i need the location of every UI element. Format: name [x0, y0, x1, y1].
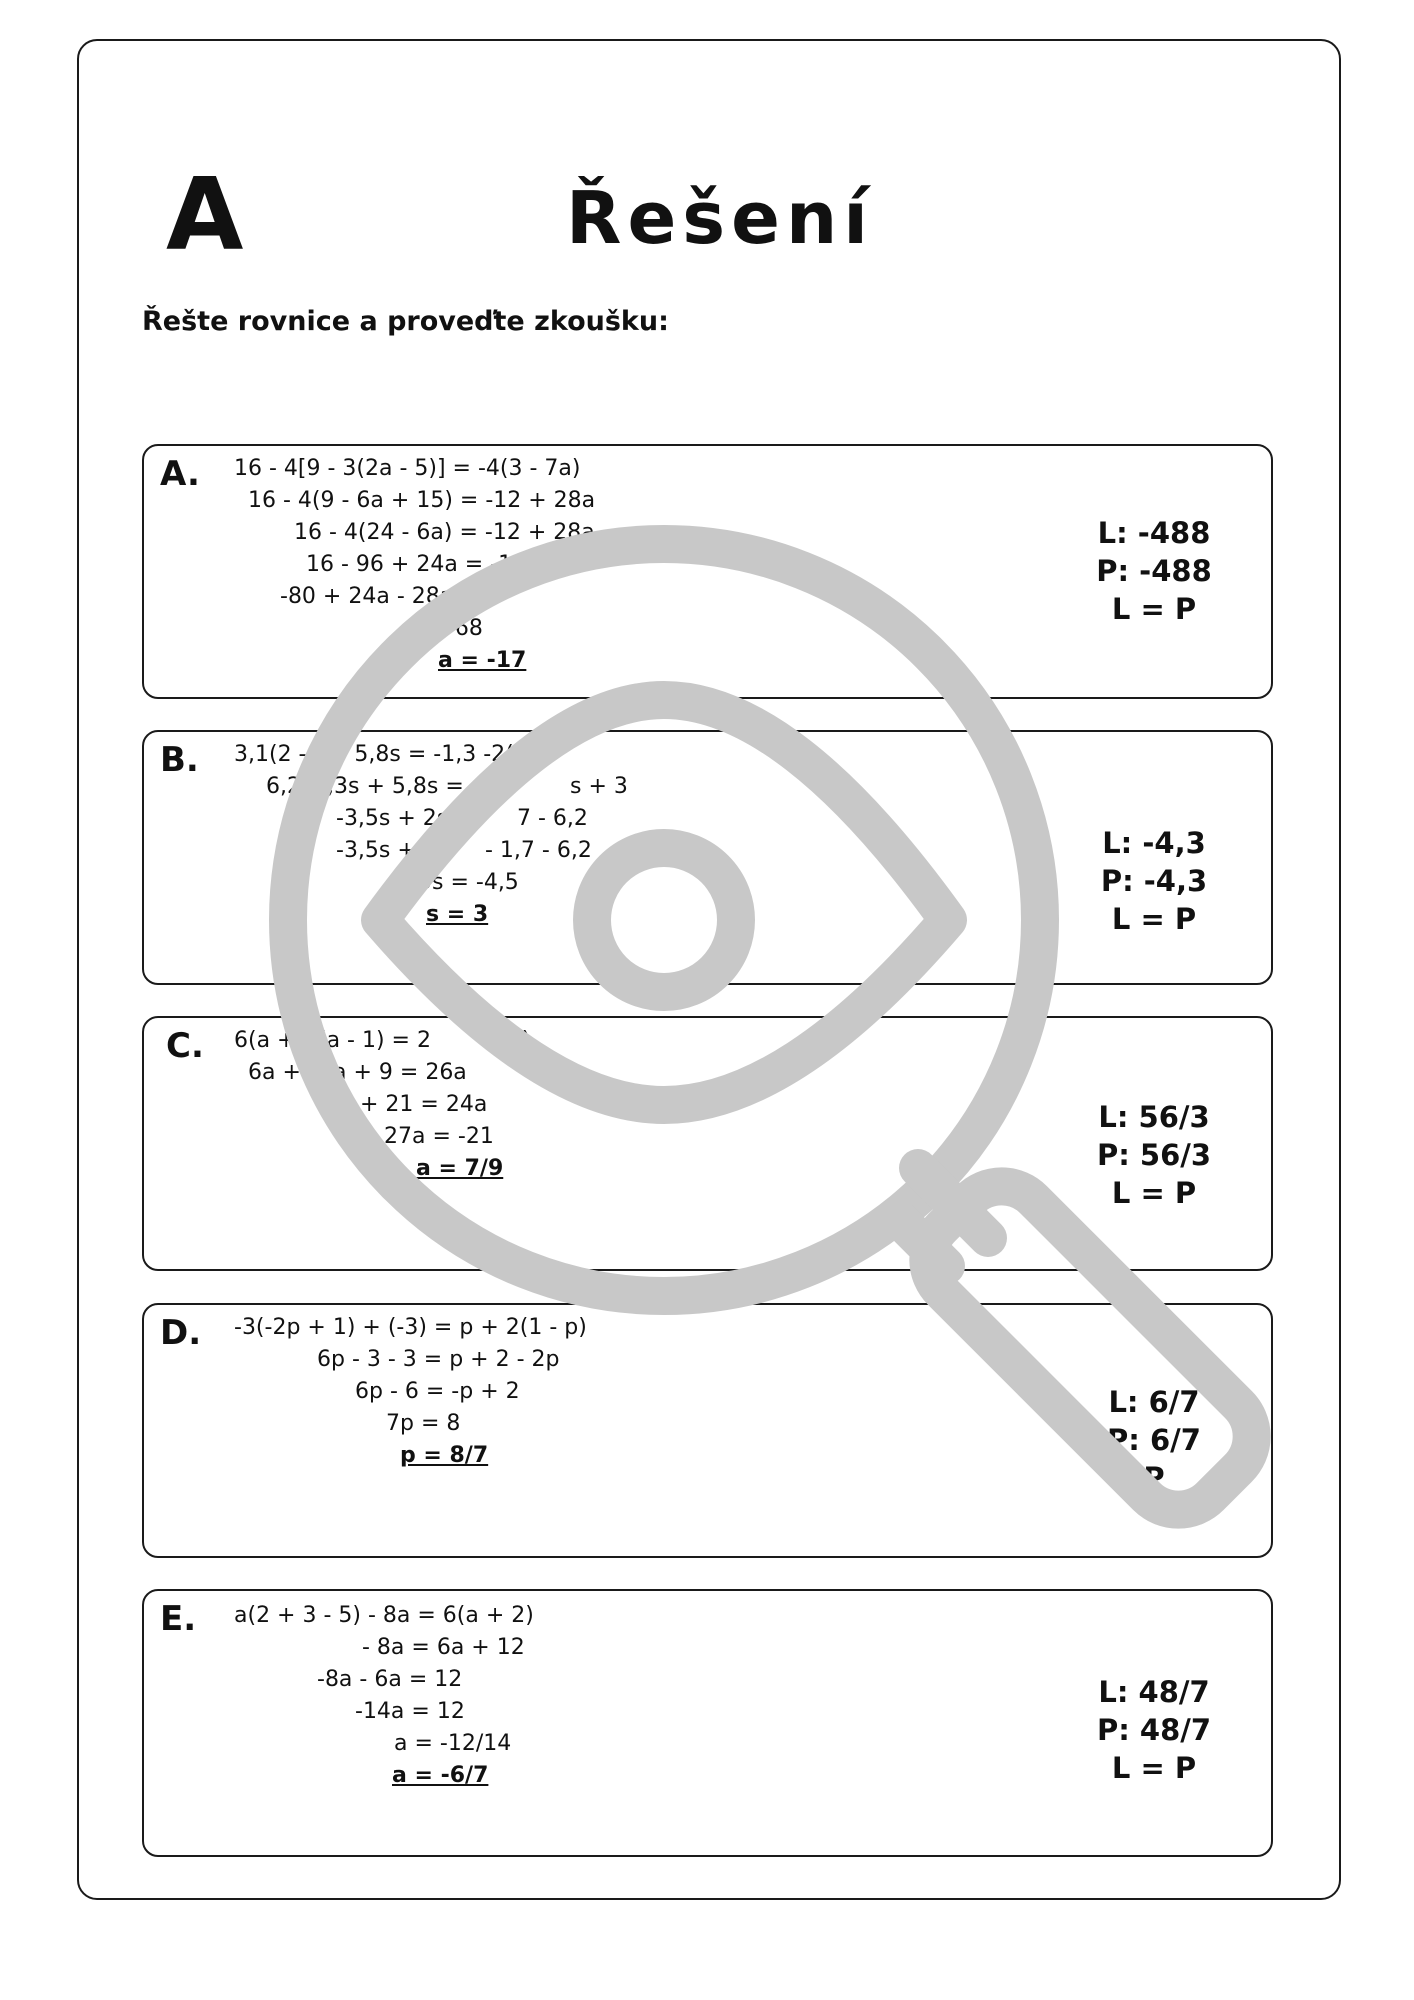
check-equal: L = P — [1111, 1751, 1197, 1785]
solution-step: 9(a - 1) = 2 — [304, 1028, 431, 1053]
check-result — [1064, 1098, 1244, 1212]
solution-step: 9a + 9 = 26a — [319, 1060, 467, 1085]
check-equal: L = P — [1111, 902, 1197, 936]
check-equal: P — [1143, 1461, 1165, 1495]
check-right: P: 56/3 — [1096, 1138, 1212, 1172]
check-result — [1064, 1383, 1244, 1497]
solution-step: 16 - 4[9 - 3(2a - 5)] = -4(3 - 7a) — [234, 456, 581, 481]
problem-box-e — [142, 1589, 1273, 1857]
problem-label: C. — [166, 1026, 204, 1066]
solution-step: - 1) — [493, 1028, 531, 1053]
check-left: L: 48/7 — [1098, 1675, 1210, 1709]
solution-step: 7p = 8 — [386, 1411, 461, 1436]
solution-step: -14a = 12 — [355, 1699, 465, 1724]
check-left: L: -488 — [1097, 516, 1211, 550]
solution-step: 16 - 96 + 24a = -12 — [306, 552, 527, 577]
check-result — [1064, 824, 1244, 938]
solution-step: 16 - 4(24 - 6a) = -12 + 28a — [294, 520, 595, 545]
problem-label: B. — [160, 740, 199, 780]
check-left: L: 6/7 — [1108, 1385, 1200, 1419]
solution-step: - 8a = 6a + 12 — [362, 1635, 525, 1660]
problem-label: A. — [160, 454, 200, 494]
problem-label: D. — [160, 1313, 202, 1353]
solution-step: -8a - 6a = 12 — [317, 1667, 463, 1692]
variant-letter: A — [166, 156, 244, 273]
check-right: P: 48/7 — [1096, 1713, 1212, 1747]
solution-result: s = 3 — [426, 902, 489, 927]
problem-label: E. — [160, 1599, 197, 1639]
solution-result: a = -6/7 — [392, 1763, 489, 1788]
solution-result: p = 8/7 — [400, 1443, 489, 1468]
solution-step: 7 - 6,2 — [517, 806, 588, 831]
solution-step: -3(-2p + 1) + (-3) = p + 2(1 - p) — [234, 1315, 587, 1340]
solution-step: -3,5s + — [336, 838, 416, 863]
check-result — [1064, 1673, 1244, 1787]
problem-box-d — [142, 1303, 1273, 1558]
instructions: Řešte rovnice a proveďte zkoušku: — [142, 306, 669, 337]
solution-result: a = 7/9 — [416, 1156, 504, 1181]
solution-step: 6a + 1 — [248, 1060, 322, 1085]
check-right: P: -488 — [1096, 554, 1212, 588]
check-right: P: -4,3 — [1100, 864, 1208, 898]
solution-step: - 68 — [440, 616, 483, 641]
solution-step: 5s = -4,5 — [418, 870, 519, 895]
solution-step: ,3s + 5,8s = - — [327, 774, 479, 799]
solution-step: 3,1(2 - — [234, 742, 307, 767]
solution-step: 6(a + — [234, 1028, 296, 1053]
solution-result: a = -17 — [438, 648, 527, 673]
check-left: L: -4,3 — [1102, 826, 1206, 860]
solution-step: s + 3 — [570, 774, 628, 799]
solution-step: a = -12/14 — [394, 1731, 512, 1756]
solution-step: 16 - 4(9 - 6a + 15) = -12 + 28a — [248, 488, 596, 513]
check-equal: L = P — [1111, 592, 1197, 626]
solution-step: 27a = -21 — [384, 1124, 494, 1149]
page-title: Řešení — [566, 176, 874, 260]
solution-step: + 21 = 24a — [360, 1092, 488, 1117]
check-result — [1064, 514, 1244, 628]
check-equal: L = P — [1111, 1176, 1197, 1210]
check-right: P: 6/7 — [1107, 1423, 1201, 1457]
problem-box-b — [142, 730, 1273, 985]
solution-step: -80 + 24a - 28a — [280, 584, 454, 609]
solution-step: a(2 + 3 - 5) - 8a = 6(a + 2) — [234, 1603, 534, 1628]
solution-step: -3,5s + 2s — [336, 806, 449, 831]
solution-step: - 1,7 - 6,2 — [485, 838, 592, 863]
solution-step: 6p - 6 = -p + 2 — [355, 1379, 520, 1404]
solution-step: 6p - 3 - 3 = p + 2 - 2p — [317, 1347, 560, 1372]
solution-step: + 5,8s = -1,3 -2( — [329, 742, 514, 767]
solution-step: 6,2 — [266, 774, 301, 799]
problem-box-a — [142, 444, 1273, 699]
problem-box-c — [142, 1016, 1273, 1271]
check-left: L: 56/3 — [1098, 1100, 1210, 1134]
